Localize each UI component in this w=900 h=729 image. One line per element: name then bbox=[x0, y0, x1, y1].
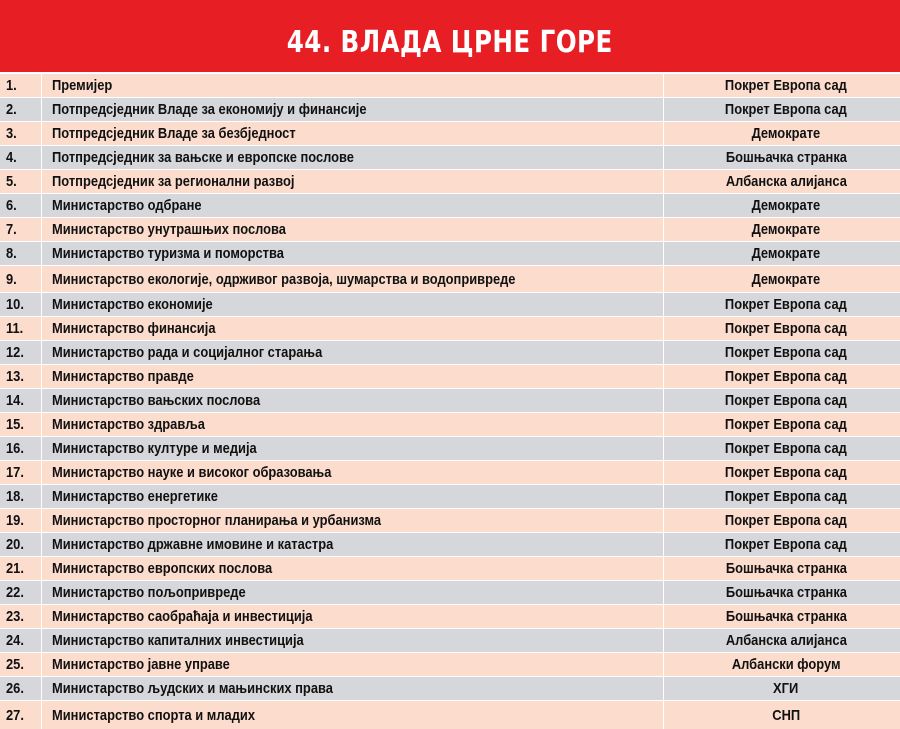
table-row bbox=[0, 365, 900, 389]
position-name: Министарство спорта и младих bbox=[42, 701, 664, 729]
row-number: 22. bbox=[0, 581, 42, 604]
row-number: 4. bbox=[0, 146, 42, 169]
party-name: Покрет Европа сад bbox=[725, 101, 847, 118]
party-name: Покрет Европа сад bbox=[725, 416, 847, 433]
table-row bbox=[0, 605, 900, 629]
table-row bbox=[0, 485, 900, 509]
position-name: Министарство науке и високог образовања bbox=[42, 461, 664, 484]
party-name: Бошњачка странка bbox=[725, 149, 847, 166]
row-number: 21. bbox=[0, 557, 42, 580]
table-row bbox=[0, 317, 900, 341]
position-name: Министарство капиталних инвестиција bbox=[42, 629, 664, 652]
position-name: Премијер bbox=[42, 74, 664, 97]
government-table bbox=[0, 74, 900, 729]
party-name: Албанска алијанса bbox=[725, 632, 847, 649]
table-row bbox=[0, 74, 900, 98]
row-number: 10. bbox=[0, 293, 42, 316]
party-name: СНП bbox=[772, 706, 800, 724]
position-name: Потпредсједник за вањске и европске послове bbox=[42, 146, 664, 169]
table-row bbox=[0, 389, 900, 413]
row-number: 5. bbox=[0, 170, 42, 193]
party-name: Покрет Европа сад bbox=[725, 440, 847, 457]
position-name: Министарство енергетике bbox=[42, 485, 664, 508]
row-number: 20. bbox=[0, 533, 42, 556]
table-row bbox=[0, 266, 900, 293]
position-name: Министарство саобраћаја и инвестиција bbox=[42, 605, 664, 628]
row-number: 17. bbox=[0, 461, 42, 484]
row-number: 16. bbox=[0, 437, 42, 460]
party-name: Покрет Европа сад bbox=[725, 296, 847, 313]
row-number: 11. bbox=[0, 317, 42, 340]
row-number: 15. bbox=[0, 413, 42, 436]
position-name: Министарство здравља bbox=[42, 413, 664, 436]
party-name: Демократе bbox=[751, 270, 821, 288]
row-number: 25. bbox=[0, 653, 42, 676]
party-name: Демократе bbox=[751, 221, 821, 238]
table-row bbox=[0, 461, 900, 485]
row-number: 3. bbox=[0, 122, 42, 145]
table-row bbox=[0, 533, 900, 557]
position-name: Потпредсједник Владе за безбједност bbox=[42, 122, 664, 145]
position-name: Потпредсједник Владе за економију и финансије bbox=[42, 98, 664, 121]
table-row bbox=[0, 98, 900, 122]
party-name: Покрет Европа сад bbox=[725, 77, 847, 94]
row-number: 14. bbox=[0, 389, 42, 412]
row-number: 9. bbox=[0, 266, 42, 292]
row-number: 23. bbox=[0, 605, 42, 628]
position-name: Министарство људских и мањинских права bbox=[42, 677, 664, 700]
position-name: Министарство културе и медија bbox=[42, 437, 664, 460]
party-name: Покрет Европа сад bbox=[725, 392, 847, 409]
party-name: ХГИ bbox=[773, 680, 799, 697]
position-name: Министарство вањских послова bbox=[42, 389, 664, 412]
row-number: 18. bbox=[0, 485, 42, 508]
table-row bbox=[0, 170, 900, 194]
table-row bbox=[0, 218, 900, 242]
row-number: 1. bbox=[0, 74, 42, 97]
position-name: Министарство просторног планирања и урбанизма bbox=[42, 509, 664, 532]
table-row bbox=[0, 677, 900, 701]
table-row bbox=[0, 413, 900, 437]
row-number: 7. bbox=[0, 218, 42, 241]
row-number: 13. bbox=[0, 365, 42, 388]
table-row bbox=[0, 146, 900, 170]
party-name: Покрет Европа сад bbox=[725, 464, 847, 481]
row-number: 12. bbox=[0, 341, 42, 364]
table-row bbox=[0, 341, 900, 365]
party-name: Демократе bbox=[751, 125, 821, 142]
table-row bbox=[0, 293, 900, 317]
party-name: Албанска алијанса bbox=[725, 173, 847, 190]
position-name: Министарство јавне управе bbox=[42, 653, 664, 676]
row-number: 6. bbox=[0, 194, 42, 217]
position-name: Министарство економије bbox=[42, 293, 664, 316]
row-number: 8. bbox=[0, 242, 42, 265]
table-row bbox=[0, 437, 900, 461]
table-row bbox=[0, 509, 900, 533]
party-name: Албански форум bbox=[731, 656, 841, 673]
party-name: Бошњачка странка bbox=[725, 560, 847, 577]
party-name: Покрет Европа сад bbox=[725, 512, 847, 529]
position-name: Министарство државне имовине и катастра bbox=[42, 533, 664, 556]
party-name: Демократе bbox=[751, 197, 821, 214]
position-name: Потпредсједник за регионални развој bbox=[42, 170, 664, 193]
table-row bbox=[0, 557, 900, 581]
position-name: Министарство европских послова bbox=[42, 557, 664, 580]
position-name: Министарство одбране bbox=[42, 194, 664, 217]
position-name: Министарство рада и социјалног старања bbox=[42, 341, 664, 364]
party-name: Бошњачка странка bbox=[725, 608, 847, 625]
table-row bbox=[0, 581, 900, 605]
position-name: Министарство пољопривреде bbox=[42, 581, 664, 604]
table-row bbox=[0, 122, 900, 146]
position-name: Министарство правде bbox=[42, 365, 664, 388]
position-name: Министарство унутрашњих послова bbox=[42, 218, 664, 241]
row-number: 24. bbox=[0, 629, 42, 652]
table-row bbox=[0, 701, 900, 729]
row-number: 27. bbox=[0, 701, 42, 729]
table-row bbox=[0, 194, 900, 218]
page-title: 44. ВЛАДА ЦРНЕ ГОРЕ bbox=[287, 24, 613, 60]
party-name: Покрет Европа сад bbox=[725, 344, 847, 361]
title-banner bbox=[0, 0, 900, 74]
position-name: Министарство туризма и поморства bbox=[42, 242, 664, 265]
party-name: Покрет Европа сад bbox=[725, 320, 847, 337]
row-number: 2. bbox=[0, 98, 42, 121]
party-name: Демократе bbox=[751, 245, 821, 262]
position-name: Министарство екологије, одрживог развоја, шумарства и водопривреде bbox=[42, 266, 664, 292]
party-name: Покрет Европа сад bbox=[725, 536, 847, 553]
party-name: Бошњачка странка bbox=[725, 584, 847, 601]
party-name: Покрет Европа сад bbox=[725, 368, 847, 385]
party-name: Покрет Европа сад bbox=[725, 488, 847, 505]
table-row bbox=[0, 653, 900, 677]
table-row bbox=[0, 242, 900, 266]
position-name: Министарство финансија bbox=[42, 317, 664, 340]
row-number: 19. bbox=[0, 509, 42, 532]
row-number: 26. bbox=[0, 677, 42, 700]
table-row bbox=[0, 629, 900, 653]
